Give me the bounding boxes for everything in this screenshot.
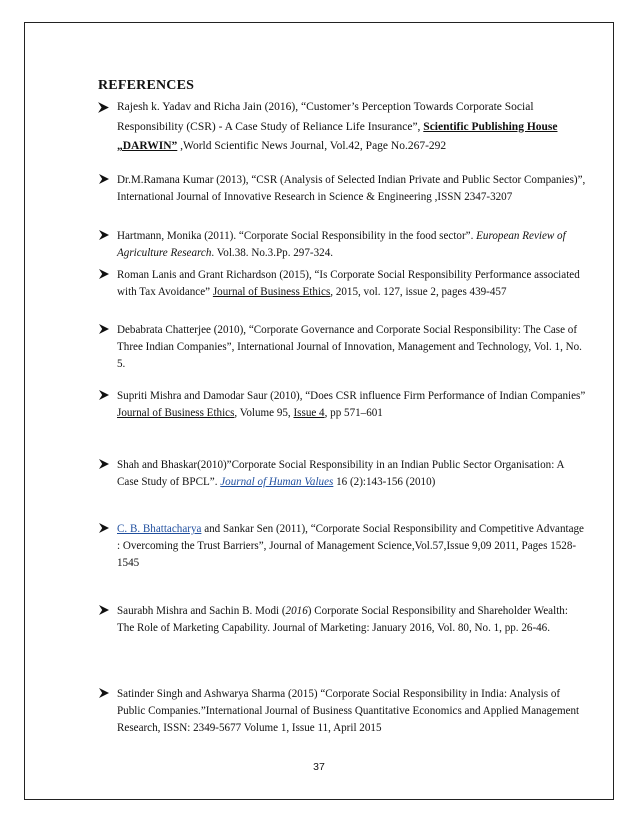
reference-text: Satinder Singh and Ashwarya Sharma (2015) “Corporate Social Responsibility in India: Analysis of Public Companies.”International Journal of Business Quantitative Economics and Applied Management Research, ISSN: 2349-5677 Volume 1, Issue 11, April 2015 [117,688,580,734]
reference-item [117,228,587,262]
arrowhead-bullet-icon [98,173,110,185]
reference-item [117,686,587,737]
arrowhead-bullet-icon [98,687,110,699]
reference-text: Dr.M.Ramana Kumar (2013), “CSR (Analysis of Selected Indian Private and Public Sector Companies)”, International Journal of Innovative Research in Science & Engineering ,ISSN 2347-3207 [117,174,586,203]
reference-text: Shah and Bhaskar(2010)”Corporate Social Responsibility in an Indian Public Sector Organisation: A Case Study of BPCL”. [117,459,564,488]
arrowhead-bullet-icon [98,323,110,335]
journal-title: European Review of Agriculture Research [117,230,566,259]
arrowhead-bullet-icon [98,268,110,280]
reference-text: . Vol.38. No.3.Pp. 297-324. [211,247,334,259]
reference-item [117,98,587,157]
reference-item [117,603,587,637]
reference-text: Saurabh Mishra and Sachin B. Modi ( [117,605,286,617]
arrowhead-bullet-icon [97,101,110,114]
reference-text: Roman Lanis and Grant Richardson (2015), “Is Corporate Social Responsibility Performance associated with Tax Avoidance” [117,269,580,298]
reference-text: Hartmann, Monika (2011). “Corporate Social Responsibility in the food sector”. [117,230,477,242]
journal-link[interactable]: Journal of Human Values [220,476,334,488]
arrowhead-bullet-icon [98,458,110,470]
reference-text: Rajesh k. Yadav and Richa Jain (2016), “Customer’s Perception Towards Corporate Social Responsibility (CSR) - A Case Study of Reliance Life Insurance”, [117,101,534,133]
reference-text: ,World Scientific News Journal, Vol.42, Page No.267-292 [177,140,447,152]
reference-item [117,322,587,373]
reference-item [117,172,587,206]
year-text: 2016 [285,605,308,617]
author-link[interactable]: C. B. Bhattacharya [117,523,202,535]
reference-text: Supriti Mishra and Damodar Saur (2010), “Does CSR influence Firm Performance of Indian Companies” [117,390,586,402]
arrowhead-bullet-icon [98,522,110,534]
reference-text: , Volume 95, [234,407,294,419]
page-number: 37 [313,761,325,773]
journal-title: Journal of Business Ethics [117,407,235,419]
reference-text: , 2015, vol. 127, issue 2, pages 439-457 [330,286,507,298]
reference-item [117,521,587,572]
reference-item [117,267,587,301]
publisher-name: Scientific Publishing House „DARWIN” [117,120,558,152]
reference-text: ) Corporate Social Responsibility and Shareholder Wealth: The Role of Marketing Capability. Journal of Marketing: January 2016, Vol. 80, No. 1, pp. 26-46. [117,605,568,634]
issue-link[interactable]: Issue 4 [293,407,325,419]
arrowhead-bullet-icon [98,604,110,616]
reference-text: and Sankar Sen (2011), “Corporate Social Responsibility and Competitive Advantage : Overcoming the Trust Barriers”, Journal of Management Science,Vol.57,Issue 9,09 2011, Pages 1528-1545 [117,523,584,569]
arrowhead-bullet-icon [98,389,110,401]
reference-text: , pp 571–601 [324,407,383,419]
reference-text: Debabrata Chatterjee (2010), “Corporate Governance and Corporate Social Responsibility: The Case of Three Indian Companies”, International Journal of Innovation, Management and Technology, Vol. 1, No. 5. [117,324,582,370]
reference-text: 16 (2):143-156 (2010) [333,476,436,488]
journal-title: Journal of Business Ethics [212,286,331,298]
reference-item [117,388,587,422]
arrowhead-bullet-icon [98,229,110,241]
references-heading: REFERENCES [98,78,195,93]
reference-item [117,457,587,491]
